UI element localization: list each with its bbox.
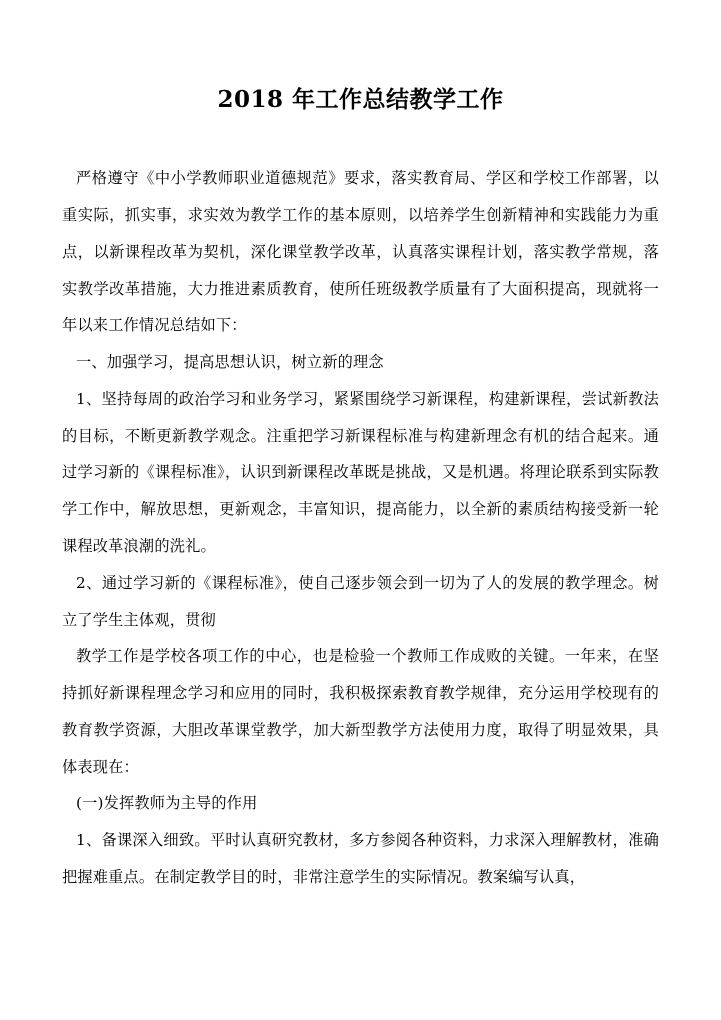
paragraph-1: 严格遵守《中小学教师职业道德规范》要求，落实教育局、学区和学校工作部署，以重实际，抓实事，求实效为教学工作的基本原则，以培养学生创新精神和实践能力为重点，以新课程改革为契机，深化课堂教学改革，认真落实课程计划，落实教学常规，落实教学改革措施，大力推进素质教育，使所任班级教学质量有了大面积提高，现就将一年以来工作情况总结如下：	[62, 169, 659, 335]
paragraph-3: 1、坚持每周的政治学习和业务学习，紧紧围绕学习新课程，构建新课程，尝试新教法的目标，不断更新教学观念。注重把学习新课程标准与构建新理念有机的结合起来。通过学习新的《课程标准》，认识到新课程改革既是挑战，又是机遇。将理论联系到实际教学工作中，解放思想，更新观念，丰富知识，提高能力，以全新的素质结构接受新一轮课程改革浪潮的洗礼。	[62, 389, 659, 555]
paragraph-6: (一)发挥教师为主导的作用	[76, 794, 258, 813]
paragraph-5: 教学工作是学校各项工作的中心，也是检验一个教师工作成败的关键。一年来，在坚持抓好新课程理念学习和应用的同时，我积极探索教育教学规律，充分运用学校现有的教育教学资源，大胆改革课堂教学，加大新型教学方法使用力度，取得了明显效果，具体表现在：	[62, 647, 659, 776]
paragraph-2: 一、加强学习，提高思想认识，树立新的理念	[76, 353, 384, 372]
document-body	[62, 160, 659, 896]
paragraph-4: 2、通过学习新的《课程标准》，使自己逐步领会到一切为了人的发展的教学理念。树立了学生主体观，贯彻	[62, 573, 659, 629]
page-title: 2018 年工作总结教学工作	[217, 86, 504, 113]
paragraph-7: 1、备课深入细致。平时认真研究教材，多方参阅各种资料，力求深入理解教材，准确把握难重点。在制定教学目的时，非常注意学生的实际情况。教案编写认真，	[62, 831, 659, 887]
